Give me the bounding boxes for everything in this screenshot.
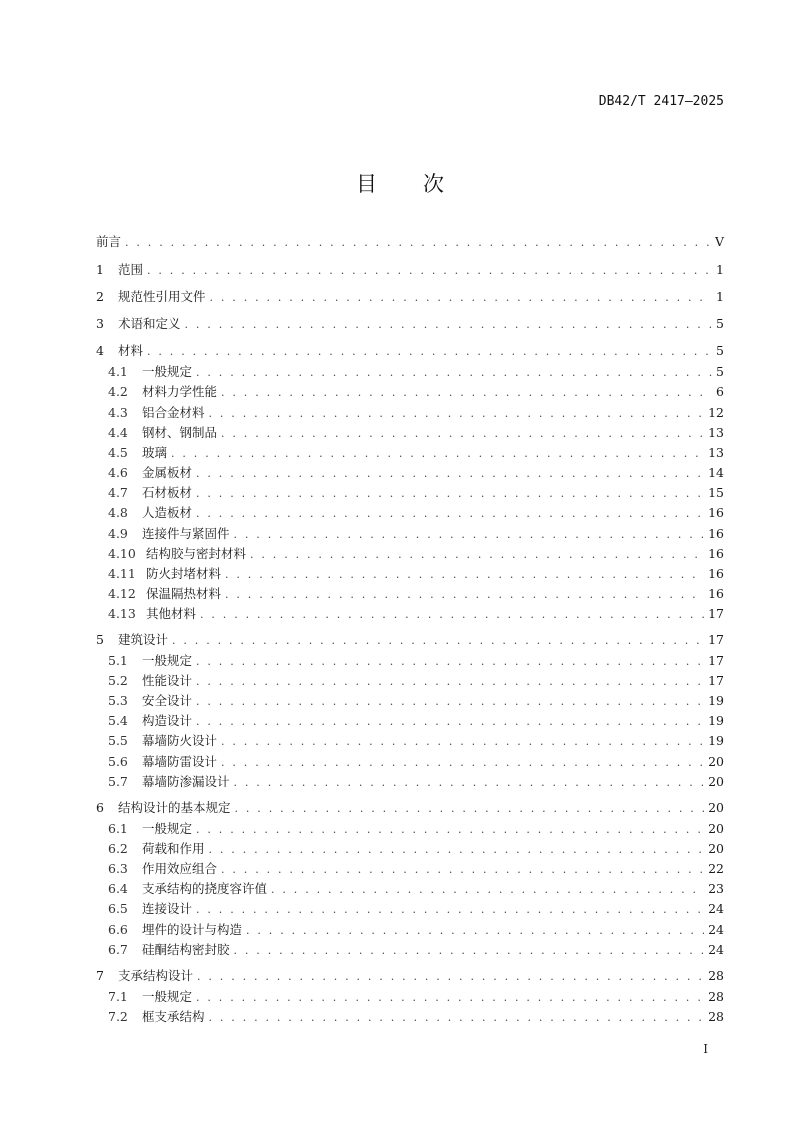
toc-entry-label: 材料 bbox=[118, 343, 144, 358]
toc-entry-number: 5.5 bbox=[108, 733, 128, 748]
toc-entry-label: 材料力学性能 bbox=[142, 384, 218, 399]
toc-entry-page: 22 bbox=[708, 861, 724, 876]
toc-entry-page: 16 bbox=[708, 505, 724, 520]
toc-entry-label: 一般规定 bbox=[142, 821, 193, 836]
toc-entry-number: 4.10 bbox=[108, 546, 136, 561]
toc-entry-label: 一般规定 bbox=[142, 653, 193, 668]
dot-leader bbox=[225, 566, 704, 584]
toc-entry-number: 6 bbox=[96, 800, 104, 815]
toc-entry-label: 金属板材 bbox=[142, 465, 193, 480]
toc-entry-label: 支承结构设计 bbox=[118, 968, 194, 983]
toc-entry-number: 2 bbox=[96, 289, 104, 304]
dot-leader bbox=[196, 901, 704, 919]
dot-leader bbox=[235, 800, 705, 818]
toc-entry[interactable] bbox=[108, 1008, 724, 1026]
toc-entry-page: 19 bbox=[708, 693, 724, 708]
toc-entry[interactable] bbox=[108, 383, 724, 401]
toc-entry-number: 7.1 bbox=[108, 989, 128, 1004]
toc-entry-number: 4.11 bbox=[108, 566, 136, 581]
toc-entry[interactable] bbox=[108, 820, 724, 838]
toc-entry-number: 3 bbox=[96, 316, 104, 331]
toc-entry-page: 16 bbox=[708, 526, 724, 541]
toc-entry[interactable] bbox=[108, 712, 724, 730]
toc-entry-number: 6.4 bbox=[108, 881, 128, 896]
toc-entry-number: 7 bbox=[96, 968, 104, 983]
toc-entry[interactable] bbox=[96, 315, 724, 333]
toc-entry-label: 玻璃 bbox=[142, 445, 168, 460]
toc-entry-number: 4 bbox=[96, 343, 104, 358]
toc-entry-number: 4.4 bbox=[108, 425, 128, 440]
dot-leader bbox=[234, 942, 705, 960]
toc-entry-number: 5 bbox=[96, 632, 104, 647]
toc-entry-number: 4.7 bbox=[108, 485, 128, 500]
toc-entry-label: 保温隔热材料 bbox=[146, 586, 222, 601]
toc-entry[interactable] bbox=[108, 860, 724, 878]
toc-entry-page: 20 bbox=[708, 754, 724, 769]
toc-entry-number: 6.6 bbox=[108, 922, 128, 937]
toc-entry-page: 24 bbox=[708, 901, 724, 916]
toc-entry-page: 1 bbox=[716, 262, 724, 277]
dot-leader bbox=[196, 485, 704, 503]
toc-entry-label: 一般规定 bbox=[142, 989, 193, 1004]
toc-entry-number: 4.12 bbox=[108, 586, 136, 601]
toc-entry[interactable] bbox=[96, 799, 724, 817]
dot-leader bbox=[196, 653, 704, 671]
dot-leader bbox=[196, 505, 704, 523]
toc-entry-label: 石材板材 bbox=[142, 485, 193, 500]
toc-entry-label: 一般规定 bbox=[142, 364, 193, 379]
toc-entry[interactable] bbox=[108, 504, 724, 522]
dot-leader bbox=[246, 922, 704, 940]
dot-leader bbox=[209, 405, 705, 423]
toc-entry-page: 14 bbox=[708, 465, 724, 480]
toc-entry-page: 13 bbox=[708, 425, 724, 440]
dot-leader bbox=[171, 445, 704, 463]
toc-entry-label: 结构胶与密封材料 bbox=[146, 546, 247, 561]
toc-entry-number: 4.3 bbox=[108, 405, 128, 420]
toc-entry-label: 结构设计的基本规定 bbox=[118, 800, 231, 815]
toc-entry[interactable] bbox=[108, 565, 724, 583]
dot-leader bbox=[209, 841, 705, 859]
dot-leader bbox=[196, 821, 704, 839]
toc-entry-page: 5 bbox=[716, 316, 724, 331]
dot-leader bbox=[210, 289, 712, 307]
page-title bbox=[0, 168, 800, 198]
toc-entry-number: 5.2 bbox=[108, 673, 128, 688]
page-title-right: 次 bbox=[423, 172, 444, 196]
toc-entry[interactable] bbox=[108, 363, 724, 381]
toc-entry[interactable] bbox=[96, 261, 724, 279]
toc-entry-label: 构造设计 bbox=[142, 713, 193, 728]
toc-entry-label: 框支承结构 bbox=[142, 1009, 205, 1024]
toc-entry-page: 20 bbox=[708, 800, 724, 815]
toc-entry-page: 17 bbox=[708, 653, 724, 668]
toc-entry-label: 幕墙防渗漏设计 bbox=[142, 774, 230, 789]
toc-entry[interactable] bbox=[108, 404, 724, 422]
toc-entry-label: 连接件与紧固件 bbox=[142, 526, 230, 541]
document-code: DB42/T 2417—2025 bbox=[598, 94, 724, 109]
toc-entry-number: 5.1 bbox=[108, 653, 128, 668]
toc-entry-number: 7.2 bbox=[108, 1009, 128, 1024]
toc-entry[interactable] bbox=[96, 342, 724, 360]
toc-entry[interactable] bbox=[108, 672, 724, 690]
toc-entry-page: 28 bbox=[708, 1009, 724, 1024]
dot-leader bbox=[221, 425, 704, 443]
toc-entry[interactable] bbox=[108, 484, 724, 502]
toc-entry-number: 4.8 bbox=[108, 505, 128, 520]
toc-entry[interactable] bbox=[96, 288, 724, 306]
toc-entry-number: 4.5 bbox=[108, 445, 128, 460]
dot-leader bbox=[196, 713, 704, 731]
toc-entry-number: 4.13 bbox=[108, 606, 136, 621]
toc-entry[interactable] bbox=[96, 631, 724, 649]
toc-entry[interactable] bbox=[108, 424, 724, 442]
toc-entry-page: 1 bbox=[716, 289, 724, 304]
toc-entry-page: 20 bbox=[708, 821, 724, 836]
page-title-left: 目 bbox=[356, 172, 377, 196]
toc-entry-number: 5.7 bbox=[108, 774, 128, 789]
toc-entry[interactable] bbox=[108, 753, 724, 771]
toc-entry[interactable] bbox=[108, 988, 724, 1006]
toc-entry-page: 16 bbox=[708, 546, 724, 561]
footer-page-number: I bbox=[703, 1042, 708, 1056]
toc-entry-number: 6.7 bbox=[108, 942, 128, 957]
toc-entry-label: 作用效应组合 bbox=[142, 861, 218, 876]
toc-entry-page: 17 bbox=[708, 673, 724, 688]
dot-leader bbox=[147, 262, 712, 280]
toc-entry[interactable] bbox=[108, 840, 724, 858]
toc-entry-page: 28 bbox=[708, 989, 724, 1004]
toc-entry-label: 荷载和作用 bbox=[142, 841, 205, 856]
toc-entry-label: 规范性引用文件 bbox=[118, 289, 206, 304]
toc-entry-page: 20 bbox=[708, 774, 724, 789]
toc-entry-label: 防火封堵材料 bbox=[146, 566, 222, 581]
toc-entry-page: 13 bbox=[708, 445, 724, 460]
toc-entry-page: 17 bbox=[708, 632, 724, 647]
toc-entry-number: 1 bbox=[96, 262, 104, 277]
toc-entry-page: 20 bbox=[708, 841, 724, 856]
toc-entry[interactable] bbox=[108, 941, 724, 959]
toc-entry-page: 16 bbox=[708, 586, 724, 601]
toc-entry-label: 范围 bbox=[118, 262, 144, 277]
toc-entry-label: 性能设计 bbox=[142, 673, 193, 688]
toc-entry-page: 19 bbox=[708, 733, 724, 748]
toc-entry[interactable] bbox=[108, 444, 724, 462]
toc-entry-number: 4.6 bbox=[108, 465, 128, 480]
dot-leader bbox=[196, 364, 712, 382]
toc-entry[interactable] bbox=[96, 233, 724, 251]
dot-leader bbox=[221, 861, 704, 879]
toc-entry-label: 其他材料 bbox=[146, 606, 197, 621]
dot-leader bbox=[221, 754, 704, 772]
dot-leader bbox=[200, 606, 704, 624]
toc-entry-page: 12 bbox=[708, 405, 724, 420]
toc-entry-label: 人造板材 bbox=[142, 505, 193, 520]
dot-leader bbox=[196, 673, 704, 691]
toc-entry-label: 钢材、钢制品 bbox=[142, 425, 218, 440]
toc-entry[interactable] bbox=[96, 967, 724, 985]
toc-entry[interactable] bbox=[108, 652, 724, 670]
toc-entry-label: 支承结构的挠度容许值 bbox=[142, 881, 268, 896]
toc-entry-page: 24 bbox=[708, 922, 724, 937]
dot-leader bbox=[196, 465, 704, 483]
toc-entry-label: 连接设计 bbox=[142, 901, 193, 916]
dot-leader bbox=[234, 774, 705, 792]
toc-entry-page: 16 bbox=[708, 566, 724, 581]
toc-entry-page: 6 bbox=[716, 384, 724, 399]
dot-leader bbox=[185, 316, 712, 334]
toc-entry[interactable] bbox=[108, 585, 724, 603]
dot-leader bbox=[209, 1009, 705, 1027]
toc-entry-label: 术语和定义 bbox=[118, 316, 181, 331]
toc-entry[interactable] bbox=[108, 692, 724, 710]
toc-entry[interactable] bbox=[108, 545, 724, 563]
dot-leader bbox=[125, 234, 711, 252]
toc-entry-number: 6.1 bbox=[108, 821, 128, 836]
toc-entry-page: 5 bbox=[716, 364, 724, 379]
toc-entry-label: 前言 bbox=[96, 234, 122, 249]
toc-entry-page: 24 bbox=[708, 942, 724, 957]
dot-leader bbox=[147, 343, 712, 361]
toc-entry-number: 6.3 bbox=[108, 861, 128, 876]
dot-leader bbox=[225, 586, 704, 604]
toc-entry[interactable] bbox=[108, 773, 724, 791]
toc-entry-label: 建筑设计 bbox=[118, 632, 169, 647]
dot-leader bbox=[196, 693, 704, 711]
toc-entry-number: 4.2 bbox=[108, 384, 128, 399]
toc-entry[interactable] bbox=[108, 921, 724, 939]
dot-leader bbox=[197, 968, 704, 986]
dot-leader bbox=[221, 384, 712, 402]
toc-entry-number: 5.3 bbox=[108, 693, 128, 708]
dot-leader bbox=[196, 989, 704, 1007]
toc-entry[interactable] bbox=[108, 605, 724, 623]
toc-entry-number: 5.4 bbox=[108, 713, 128, 728]
dot-leader bbox=[172, 632, 704, 650]
toc-entry-number: 5.6 bbox=[108, 754, 128, 769]
toc-entry[interactable] bbox=[108, 732, 724, 750]
toc-entry-page: 15 bbox=[708, 485, 724, 500]
toc-entry[interactable] bbox=[108, 900, 724, 918]
dot-leader bbox=[271, 881, 704, 899]
toc-entry-page: 19 bbox=[708, 713, 724, 728]
toc-entry[interactable] bbox=[108, 525, 724, 543]
toc-entry-number: 4.1 bbox=[108, 364, 128, 379]
dot-leader bbox=[250, 546, 704, 564]
toc-entry-number: 6.2 bbox=[108, 841, 128, 856]
toc-entry-page: 17 bbox=[708, 606, 724, 621]
toc-entry-label: 幕墙防雷设计 bbox=[142, 754, 218, 769]
dot-leader bbox=[221, 733, 704, 751]
dot-leader bbox=[234, 526, 705, 544]
toc-entry-label: 安全设计 bbox=[142, 693, 193, 708]
toc-entry-number: 6.5 bbox=[108, 901, 128, 916]
toc-entry-label: 幕墙防火设计 bbox=[142, 733, 218, 748]
toc-entry[interactable] bbox=[108, 464, 724, 482]
toc-entry-page: 5 bbox=[716, 343, 724, 358]
toc-entry[interactable] bbox=[108, 880, 724, 898]
toc-entry-page: V bbox=[714, 234, 724, 249]
toc-entry-label: 埋件的设计与构造 bbox=[142, 922, 243, 937]
toc-entry-page: 23 bbox=[708, 881, 724, 896]
toc-entry-label: 硅酮结构密封胶 bbox=[142, 942, 230, 957]
toc-entry-number: 4.9 bbox=[108, 526, 128, 541]
toc-entry-label: 铝合金材料 bbox=[142, 405, 205, 420]
toc-entry-page: 28 bbox=[708, 968, 724, 983]
